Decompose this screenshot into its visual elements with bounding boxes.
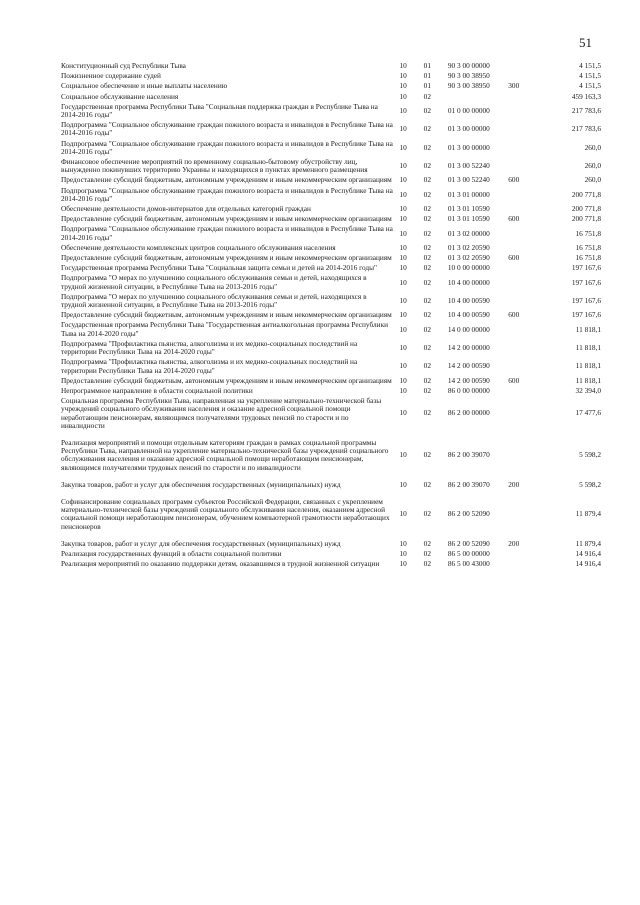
row-expense-type bbox=[508, 340, 542, 358]
row-target-article: 86 2 00 39070 bbox=[447, 479, 490, 489]
row-expense-type bbox=[508, 321, 542, 339]
row-subsection: 02 bbox=[423, 161, 431, 171]
table-row bbox=[61, 397, 601, 439]
row-name: Подпрограмма "Профилактика пьянства, алкоголизма и их медико-социальных последствий на территории Республики Тыва на 2014-2020 годы" bbox=[61, 338, 358, 357]
table-row bbox=[61, 158, 601, 176]
row-name: Закупка товаров, работ и услуг для обеспечения государственных (муниципальных) нужд bbox=[61, 479, 341, 489]
row-target-article: 01 3 00 00000 bbox=[447, 142, 490, 152]
row-subsection: 02 bbox=[423, 105, 431, 115]
table-row bbox=[61, 498, 601, 540]
row-amount: 11 879,4 bbox=[575, 538, 601, 548]
row-section: 10 bbox=[399, 548, 407, 558]
row-name: Софинансирование социальных программ субъектов Российской Федерации, связанных с укреплением материально-технической базы учреждений социального обслуживания населения, оказанием адресной социальной помощи неработающим пенсионерам, обучением компьютерной грамотности неработающих пенсионеров bbox=[61, 496, 390, 531]
row-target-article: 86 2 00 39070 bbox=[447, 450, 490, 460]
table-row bbox=[61, 187, 601, 205]
row-subsection: 02 bbox=[423, 450, 431, 460]
row-name: Подпрограмма "Профилактика пьянства, алкоголизма и их медико-социальных последствий на территории Республики Тыва на 2014-2020 годы" bbox=[61, 357, 358, 375]
row-section: 10 bbox=[399, 342, 407, 352]
row-section: 10 bbox=[399, 175, 407, 185]
row-section: 10 bbox=[399, 242, 407, 252]
row-subsection: 02 bbox=[423, 277, 431, 287]
row-expense-type: 300 bbox=[508, 81, 520, 91]
row-amount: 5 598,2 bbox=[579, 479, 601, 489]
row-expense-type bbox=[508, 158, 542, 176]
row-section: 10 bbox=[399, 509, 407, 519]
row-expense-type bbox=[508, 387, 542, 397]
row-target-article: 90 3 00 38950 bbox=[447, 81, 490, 91]
row-name: Подпрограмма "Социальное обслуживание граждан пожилого возраста и инвалидов в Республике Тыва на 2014-2016 годы" bbox=[61, 138, 393, 156]
row-amount: 459 163,3 bbox=[571, 91, 601, 101]
row-amount: 16 751,8 bbox=[575, 228, 601, 238]
row-amount: 11 818,1 bbox=[575, 324, 601, 334]
row-subsection: 02 bbox=[423, 204, 431, 214]
row-expense-type bbox=[508, 187, 542, 205]
row-subsection: 02 bbox=[423, 242, 431, 252]
row-target-article: 01 3 00 52240 bbox=[447, 161, 490, 171]
row-amount: 197 167,6 bbox=[571, 263, 601, 273]
row-name: Финансовое обеспечение мероприятий по временному социально-бытовому обустройству лиц, вынужденно покинувших территорию Украины и находящихся в пунктах временного размещения bbox=[61, 157, 368, 175]
row-subsection: 01 bbox=[423, 81, 431, 91]
row-section: 10 bbox=[399, 408, 407, 418]
row-name: Непрограммное направление в области социальной политики bbox=[61, 385, 253, 395]
row-subsection: 02 bbox=[423, 253, 431, 263]
row-amount: 260,0 bbox=[584, 175, 601, 185]
row-section: 10 bbox=[399, 385, 407, 395]
row-target-article: 01 3 00 52240 bbox=[447, 175, 490, 185]
row-section: 10 bbox=[399, 375, 407, 385]
row-section: 10 bbox=[399, 214, 407, 224]
row-subsection: 02 bbox=[423, 124, 431, 134]
row-section: 10 bbox=[399, 161, 407, 171]
row-amount: 11 818,1 bbox=[575, 342, 601, 352]
table-row bbox=[61, 340, 601, 358]
table-row bbox=[61, 103, 601, 121]
row-name: Государственная программа Республики Тыва "Социальная защита семьи и детей на 2014-2016 годы" bbox=[61, 263, 378, 273]
row-section: 10 bbox=[399, 189, 407, 199]
row-target-article: 01 3 00 00000 bbox=[447, 124, 490, 134]
row-subsection: 02 bbox=[423, 375, 431, 385]
table-row bbox=[61, 274, 601, 292]
row-target-article: 14 0 00 00000 bbox=[447, 324, 490, 334]
row-name: Обеспечение деятельности домов-интернатов для отдельных категорий граждан bbox=[61, 204, 311, 214]
row-expense-type bbox=[508, 264, 542, 274]
row-name: Социальная программа Республики Тыва, направленная на укрепление материально-технической базы учреждений социального обслуживания населения и оказание адресной социальной помощи неработающим пенсионерам, являющимся получателями трудовых пенсий по старости и по инвалидности bbox=[61, 396, 382, 430]
row-expense-type: 600 bbox=[508, 253, 520, 263]
row-amount: 32 394,0 bbox=[575, 385, 601, 395]
table-row bbox=[61, 293, 601, 311]
table-row bbox=[61, 439, 601, 481]
row-section: 10 bbox=[399, 91, 407, 101]
row-name: Подпрограмма "Социальное обслуживание граждан пожилого возраста и инвалидов в Республике Тыва на 2014-2016 годы" bbox=[61, 120, 393, 138]
row-subsection: 02 bbox=[423, 361, 431, 371]
row-name: Пожизненное содержание судей bbox=[61, 71, 161, 81]
row-section: 10 bbox=[399, 295, 407, 305]
row-subsection: 02 bbox=[423, 142, 431, 152]
row-target-article: 14 2 00 00000 bbox=[447, 342, 490, 352]
budget-table bbox=[61, 62, 601, 570]
row-expense-type: 600 bbox=[508, 375, 520, 385]
table-row bbox=[61, 140, 601, 158]
row-amount: 217 783,6 bbox=[571, 105, 601, 115]
row-section: 10 bbox=[399, 228, 407, 238]
row-target-article: 86 5 00 43000 bbox=[447, 559, 490, 569]
row-expense-type bbox=[508, 93, 542, 103]
row-name: Реализация мероприятий и помощи отдельным категориям граждан в рамках социальной программы Республики Тыва, направленной на укрепление материально-технической базы учреждений социального обслуживания населения и оказание адресной социальной помощи неработающим пенсионерам, являющимся получателями трудовых пенсий по старости и по инвалидности bbox=[61, 437, 389, 472]
row-name: Подпрограмма "Социальное обслуживание граждан пожилого возраста и инвалидов в Республике Тыва на 2014-2016 годы" bbox=[61, 185, 393, 203]
row-target-article: 01 3 01 10590 bbox=[447, 214, 490, 224]
row-expense-type bbox=[508, 140, 542, 158]
row-target-article: 01 3 02 00000 bbox=[447, 228, 490, 238]
row-section: 10 bbox=[399, 71, 407, 81]
row-subsection: 02 bbox=[423, 479, 431, 489]
row-target-article: 86 2 00 52090 bbox=[447, 509, 490, 519]
row-amount: 200 771,8 bbox=[571, 214, 601, 224]
row-target-article: 10 4 00 00590 bbox=[447, 295, 490, 305]
row-target-article: 01 3 02 20590 bbox=[447, 253, 490, 263]
table-row bbox=[61, 560, 601, 570]
row-expense-type: 600 bbox=[508, 310, 520, 320]
row-expense-type: 600 bbox=[508, 175, 520, 185]
table-row bbox=[61, 121, 601, 139]
row-target-article: 01 3 01 10590 bbox=[447, 204, 490, 214]
row-name: Предоставление субсидий бюджетным, автономным учреждениям и иным некоммерческим организациям bbox=[61, 175, 392, 185]
row-name: Подпрограмма "О мерах по улучшению социального обслуживания семьи и детей, находящихся в трудной жизненной ситуации, в Республике Тыва на 2013-2016 годы" bbox=[61, 291, 367, 310]
row-subsection: 02 bbox=[423, 342, 431, 352]
row-target-article: 86 2 00 00000 bbox=[447, 408, 490, 418]
row-name: Закупка товаров, работ и услуг для обеспечения государственных (муниципальных) нужд bbox=[61, 538, 341, 548]
row-target-article: 10 4 00 00000 bbox=[447, 277, 490, 287]
row-target-article: 86 2 00 52090 bbox=[447, 538, 490, 548]
row-amount: 14 916,4 bbox=[575, 548, 601, 558]
row-subsection: 02 bbox=[423, 295, 431, 305]
table-row bbox=[61, 321, 601, 339]
row-subsection: 02 bbox=[423, 385, 431, 395]
row-amount: 197 167,6 bbox=[571, 295, 601, 305]
row-subsection: 02 bbox=[423, 324, 431, 334]
table-row bbox=[61, 225, 601, 243]
row-target-article: 10 0 00 00000 bbox=[447, 263, 490, 273]
row-amount: 16 751,8 bbox=[575, 242, 601, 252]
row-expense-type bbox=[508, 121, 542, 139]
row-amount: 11 879,4 bbox=[575, 509, 601, 519]
row-amount: 11 818,1 bbox=[575, 361, 601, 371]
row-expense-type bbox=[508, 397, 542, 439]
row-subsection: 02 bbox=[423, 310, 431, 320]
row-expense-type bbox=[508, 103, 542, 121]
row-name: Предоставление субсидий бюджетным, автономным учреждениям и иным некоммерческим организациям bbox=[61, 253, 392, 263]
row-amount: 260,0 bbox=[584, 142, 601, 152]
row-expense-type bbox=[508, 358, 542, 376]
row-name: Подпрограмма "Социальное обслуживание граждан пожилого возраста и инвалидов в Республике Тыва на 2014-2016 годы" bbox=[61, 224, 393, 242]
row-expense-type: 600 bbox=[508, 214, 520, 224]
row-section: 10 bbox=[399, 277, 407, 287]
row-expense-type bbox=[508, 560, 542, 570]
row-amount: 260,0 bbox=[584, 161, 601, 171]
row-subsection: 02 bbox=[423, 214, 431, 224]
row-name: Предоставление субсидий бюджетным, автономным учреждениям и иным некоммерческим организациям bbox=[61, 375, 392, 385]
row-name: Предоставление субсидий бюджетным, автономным учреждениям и иным некоммерческим организациям bbox=[61, 310, 392, 320]
row-amount: 200 771,8 bbox=[571, 189, 601, 199]
row-subsection: 02 bbox=[423, 538, 431, 548]
row-target-article: 14 2 00 00590 bbox=[447, 361, 490, 371]
row-target-article: 90 3 00 38950 bbox=[447, 71, 490, 81]
row-section: 10 bbox=[399, 450, 407, 460]
row-subsection: 02 bbox=[423, 228, 431, 238]
row-expense-type bbox=[508, 293, 542, 311]
row-section: 10 bbox=[399, 204, 407, 214]
row-expense-type: 200 bbox=[508, 538, 520, 548]
row-amount: 14 916,4 bbox=[575, 559, 601, 569]
row-amount: 197 167,6 bbox=[571, 277, 601, 287]
row-section: 10 bbox=[399, 324, 407, 334]
row-section: 10 bbox=[399, 253, 407, 263]
row-subsection: 02 bbox=[423, 263, 431, 273]
row-target-article: 14 2 00 00590 bbox=[447, 375, 490, 385]
row-name: Социальное обслуживание населения bbox=[61, 91, 179, 101]
row-amount: 16 751,8 bbox=[575, 253, 601, 263]
row-section: 10 bbox=[399, 361, 407, 371]
row-section: 10 bbox=[399, 479, 407, 489]
row-name: Реализация государственных функций в области социальной политики bbox=[61, 548, 282, 558]
row-amount: 200 771,8 bbox=[571, 204, 601, 214]
table-row bbox=[61, 481, 601, 498]
row-name: Обеспечение деятельности комплексных центров социального обслуживания населения bbox=[61, 242, 336, 252]
row-amount: 5 598,2 bbox=[579, 450, 601, 460]
row-section: 10 bbox=[399, 81, 407, 91]
row-amount: 4 151,5 bbox=[579, 71, 601, 81]
row-name: Государственная программа Республики Тыва "Государственная антиалкогольная программа Республики Тыва на 2014-2020 годы" bbox=[61, 320, 389, 338]
row-name: Реализация мероприятий по оказанию поддержки детям, оказавшимся в трудной жизненной ситуации bbox=[61, 559, 380, 569]
row-target-article: 86 5 00 00000 bbox=[447, 548, 490, 558]
row-target-article: 10 4 00 00590 bbox=[447, 310, 490, 320]
row-subsection: 02 bbox=[423, 175, 431, 185]
row-subsection: 02 bbox=[423, 408, 431, 418]
row-name: Государственная программа Республики Тыва "Социальная поддержка граждан в Республике Тыва на 2014-2016 годы" bbox=[61, 101, 378, 120]
row-target-article: 90 3 00 00000 bbox=[447, 61, 490, 70]
row-subsection: 02 bbox=[423, 509, 431, 519]
row-target-article: 01 0 00 00000 bbox=[447, 105, 490, 115]
row-amount: 11 818,1 bbox=[575, 375, 601, 385]
row-name: Конституционный суд Республики Тыва bbox=[61, 61, 186, 70]
row-target-article bbox=[448, 93, 508, 103]
row-name: Социальное обеспечение и иные выплаты населению bbox=[61, 81, 228, 91]
row-section: 10 bbox=[399, 310, 407, 320]
row-amount: 217 783,6 bbox=[571, 124, 601, 134]
row-expense-type bbox=[508, 439, 542, 481]
table-body bbox=[61, 62, 601, 570]
row-section: 10 bbox=[399, 124, 407, 134]
row-section: 10 bbox=[399, 61, 407, 70]
row-expense-type bbox=[508, 550, 542, 560]
table-row bbox=[61, 358, 601, 376]
row-section: 10 bbox=[399, 538, 407, 548]
page-number: 51 bbox=[579, 35, 592, 50]
row-subsection: 01 bbox=[423, 61, 431, 70]
row-section: 10 bbox=[399, 559, 407, 569]
row-section: 10 bbox=[399, 105, 407, 115]
row-amount: 4 151,5 bbox=[579, 61, 601, 70]
row-amount: 4 151,5 bbox=[579, 81, 601, 91]
row-subsection: 02 bbox=[423, 91, 431, 101]
row-target-article: 86 0 00 00000 bbox=[447, 385, 490, 395]
row-amount: 197 167,6 bbox=[571, 310, 601, 320]
row-expense-type bbox=[508, 62, 542, 72]
row-subsection: 02 bbox=[423, 559, 431, 569]
row-subsection: 02 bbox=[423, 189, 431, 199]
row-amount: 17 477,6 bbox=[575, 408, 601, 418]
row-section: 10 bbox=[399, 263, 407, 273]
row-expense-type bbox=[508, 498, 542, 540]
row-expense-type: 200 bbox=[508, 479, 520, 489]
row-section: 10 bbox=[399, 142, 407, 152]
row-target-article: 01 3 02 20590 bbox=[447, 242, 490, 252]
row-subsection: 01 bbox=[423, 71, 431, 81]
row-expense-type bbox=[508, 274, 542, 292]
row-name: Подпрограмма "О мерах по улучшению социального обслуживания семьи и детей, находящихся в трудной жизненной ситуации, в Республике Тыва на 2013-2016 годы" bbox=[61, 273, 367, 291]
row-subsection: 02 bbox=[423, 548, 431, 558]
row-expense-type bbox=[508, 225, 542, 243]
row-target-article: 01 3 01 00000 bbox=[447, 189, 490, 199]
row-name: Предоставление субсидий бюджетным, автономным учреждениям и иным некоммерческим организациям bbox=[61, 214, 392, 224]
